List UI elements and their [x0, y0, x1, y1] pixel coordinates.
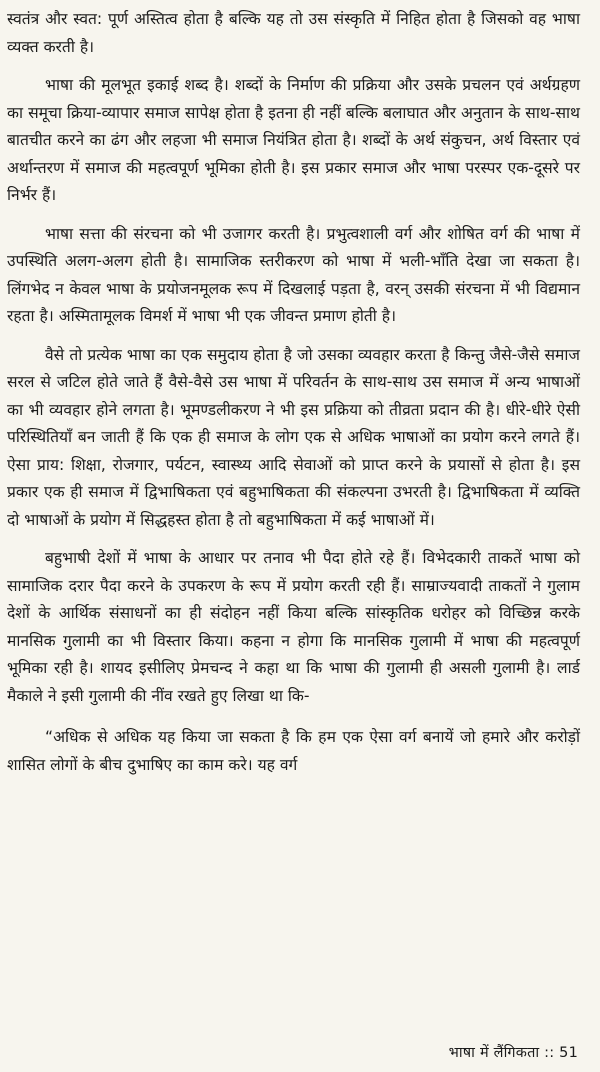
paragraph-power-structure: भाषा सत्ता की संरचना को भी उजागर करती है। प्रभुत्वशाली वर्ग और शोषित वर्ग की भाषा में उपस्थिति अलग-अलग होती है। सामाजिक स्तरीकरण को भाषा में भली-भाँति देखा जा सकता है। लिंगभेद न केवल भाषा के प्रयोजनमूलक रूप में दिखलाई पड़ता है, वरन् उसकी संरचना में भी विद्यमान रहता है। अस्मितामूलक विमर्श में भाषा भी एक जीवन्त प्रमाण होती है।	[7, 224, 580, 325]
page-number: 51	[559, 1045, 578, 1061]
footer-separator: ::	[544, 1045, 555, 1061]
page-footer	[449, 1042, 578, 1062]
paragraph-continued: स्वतंत्र और स्वत: पूर्ण अस्तित्व होता है बल्कि यह तो उस संस्कृति में निहित होता है जिसको वह भाषा व्यक्त करती है।	[7, 10, 580, 56]
paragraph-word-unit: भाषा की मूलभूत इकाई शब्द है। शब्दों के निर्माण की प्रक्रिया और उसके प्रचलन एवं अर्थग्रहण का समूचा क्रिया-व्यापार समाज सापेक्ष होता है इतना ही नहीं बल्कि बलाघात और अनुतान के साथ-साथ बातचीत करने का ढंग और लहजा भी समाज नियंत्रित होता है। शब्दों के अर्थ संकुचन, अर्थ विस्तार एवं अर्थान्तरण में समाज की महत्वपूर्ण भूमिका होती है। इस प्रकार समाज और भाषा परस्पर एक-दूसरे पर निर्भर हैं।	[7, 76, 580, 204]
paragraph-linguistic-tension: बहुभाषी देशों में भाषा के आधार पर तनाव भी पैदा होते रहे हैं। विभेदकारी ताकतें भाषा को सामाजिक दरार पैदा करने के उपकरण के रूप में प्रयोग करती रही हैं। साम्राज्यवादी ताकतों ने गुलाम देशों के आर्थिक संसाधनों का ही संदोहन नहीं किया बल्कि सांस्कृतिक धरोहर को विच्छिन्न करके मानसिक गुलामी का भी विस्तार किया। कहना न होगा कि मानसिक गुलामी में भाषा की महत्वपूर्ण भूमिका रही है। शायद इसीलिए प्रेमचन्द ने कहा था कि भाषा की गुलामी ही असली गुलामी है। लार्ड मैकाले ने इसी गुलामी की नींव रखते हुए लिखा था कि-	[7, 549, 580, 705]
running-head: भाषा में लैंगिकता	[448, 1045, 540, 1061]
macaulay-quote: “अधिक से अधिक यह किया जा सकता है कि हम एक ऐसा वर्ग बनायें जो हमारे और करोड़ों शासित लोगों के बीच दुभाषिए का काम करे। यह वर्ग	[7, 728, 580, 774]
paragraph-multilingualism: वैसे तो प्रत्येक भाषा का एक समुदाय होता है जो उसका व्यवहार करता है किन्तु जैसे-जैसे समाज सरल से जटिल होते जाते हैं वैसे-वैसे उस भाषा में परिवर्तन के साथ-साथ उस समाज में अन्य भाषाओं का भी व्यवहार होने लगता है। भूमण्डलीकरण ने भी इस प्रक्रिया को तीव्रता प्रदान की है। धीरे-धीरे ऐसी परिस्थितियाँ बन जाती हैं कि एक ही समाज के लोग एक से अधिक भाषाओं का प्रयोग करने लगते हैं। ऐसा प्राय: शिक्षा, रोजगार, पर्यटन, स्वास्थ्य आदि सेवाओं को प्राप्त करने के प्रयासों से होता है। इस प्रकार एक ही समाज में द्विभाषिकता एवं बहुभाषिकता की संकल्पना उभरती है। द्विभाषिकता में व्यक्ति दो भाषाओं के प्रयोग में सिद्धहस्त होता है तो बहुभाषिकता में कई भाषाओं में।	[7, 345, 580, 529]
